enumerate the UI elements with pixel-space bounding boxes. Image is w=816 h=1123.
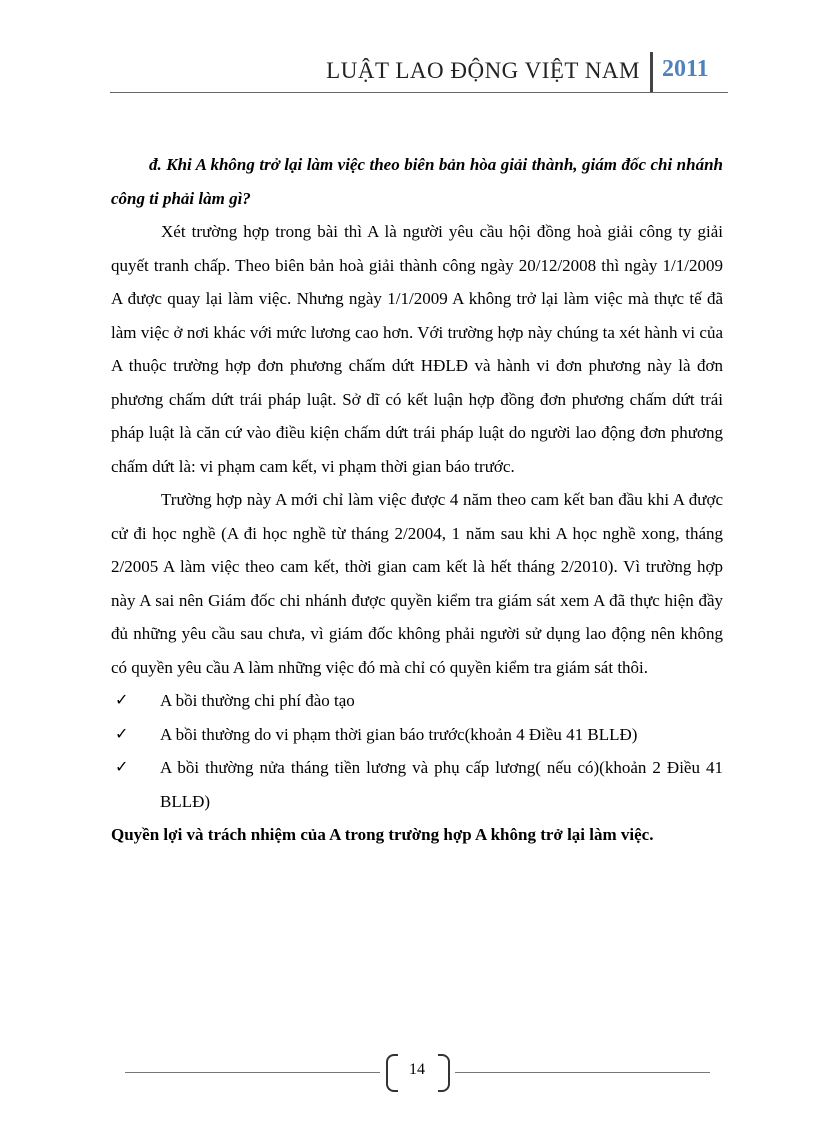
footer-line-left	[125, 1072, 380, 1073]
paragraph-1: Xét trường hợp trong bài thì A là người yêu cầu hội đồng hoà giải công ty giải quyết tranh chấp. Theo biên bản hoà giải thành công ngày 20/12/2008 thì ngày 1/1/2009 A được quay lại làm việc. Nhưng ngày 1/1/2009 A không trở lại làm việc mà thực tế đã làm việc ở nơi khác với mức lương cao hơn. Với trường hợp này chúng ta xét hành vi của A thuộc trường hợp đơn phương chấm dứt HĐLĐ và hành vi đơn phương này là đơn phương chấm dứt trái pháp luật. Sở dĩ có kết luận hợp đồng đơn phương chấm dứt trái pháp luật là căn cứ vào điều kiện chấm dứt trái pháp luật do người lao động đơn phương chấm dứt là: vi phạm cam kết, vi phạm thời gian báo trước.	[111, 222, 723, 476]
page-content	[111, 148, 723, 852]
checkmark-icon: ✓	[115, 759, 129, 776]
footer-bracket-right	[438, 1054, 450, 1092]
page-footer	[125, 1052, 710, 1092]
checklist-item	[111, 751, 723, 818]
header-rule	[110, 92, 728, 93]
header-year: 2011	[662, 56, 709, 82]
header-title: LUẬT LAO ĐỘNG VIỆT NAM	[326, 58, 640, 83]
paragraph-2: Trường hợp này A mới chỉ làm việc được 4 năm theo cam kết ban đầu khi A được cử đi học nghề (A đi học nghề từ tháng 2/2004, 1 năm sau khi A học nghề xong, tháng 2/2005 A làm việc theo cam kết, thời gian cam kết là hết tháng 2/2010). Vì trường hợp này A sai nên Giám đốc chi nhánh được quyền kiểm tra giám sát xem A đã thực hiện đầy đủ những yêu cầu sau chưa, vì giám đốc không phải người sử dụng lao động nên không có quyền yêu cầu A làm những việc đó mà chỉ có quyền kiểm tra giám sát thôi.	[111, 490, 723, 677]
page-number: 14	[409, 1061, 425, 1078]
closing-heading: Quyền lợi và trách nhiệm của A trong trường hợp A không trở lại làm việc.	[111, 825, 654, 844]
checkmark-icon: ✓	[115, 692, 129, 709]
section-heading: đ. Khi A không trở lại làm việc theo biên bản hòa giải thành, giám đốc chi nhánh công ti phải làm gì?	[111, 155, 723, 208]
checklist-item-text: A bồi thường do vi phạm thời gian báo trước(khoản 4 Điều 41 BLLĐ)	[160, 724, 638, 744]
page-header	[110, 46, 728, 94]
header-divider	[650, 52, 653, 92]
checkmark-icon: ✓	[115, 725, 129, 743]
checklist-item-text: A bồi thường chi phí đào tạo	[160, 691, 355, 710]
checklist-item	[111, 684, 723, 718]
footer-line-right	[455, 1072, 710, 1073]
checklist-item	[111, 718, 723, 752]
checklist	[111, 684, 723, 818]
checklist-item-text: A bồi thường nửa tháng tiền lương và phụ cấp lương( nếu có)(khoản 2 Điều 41 BLLĐ)	[160, 758, 723, 811]
